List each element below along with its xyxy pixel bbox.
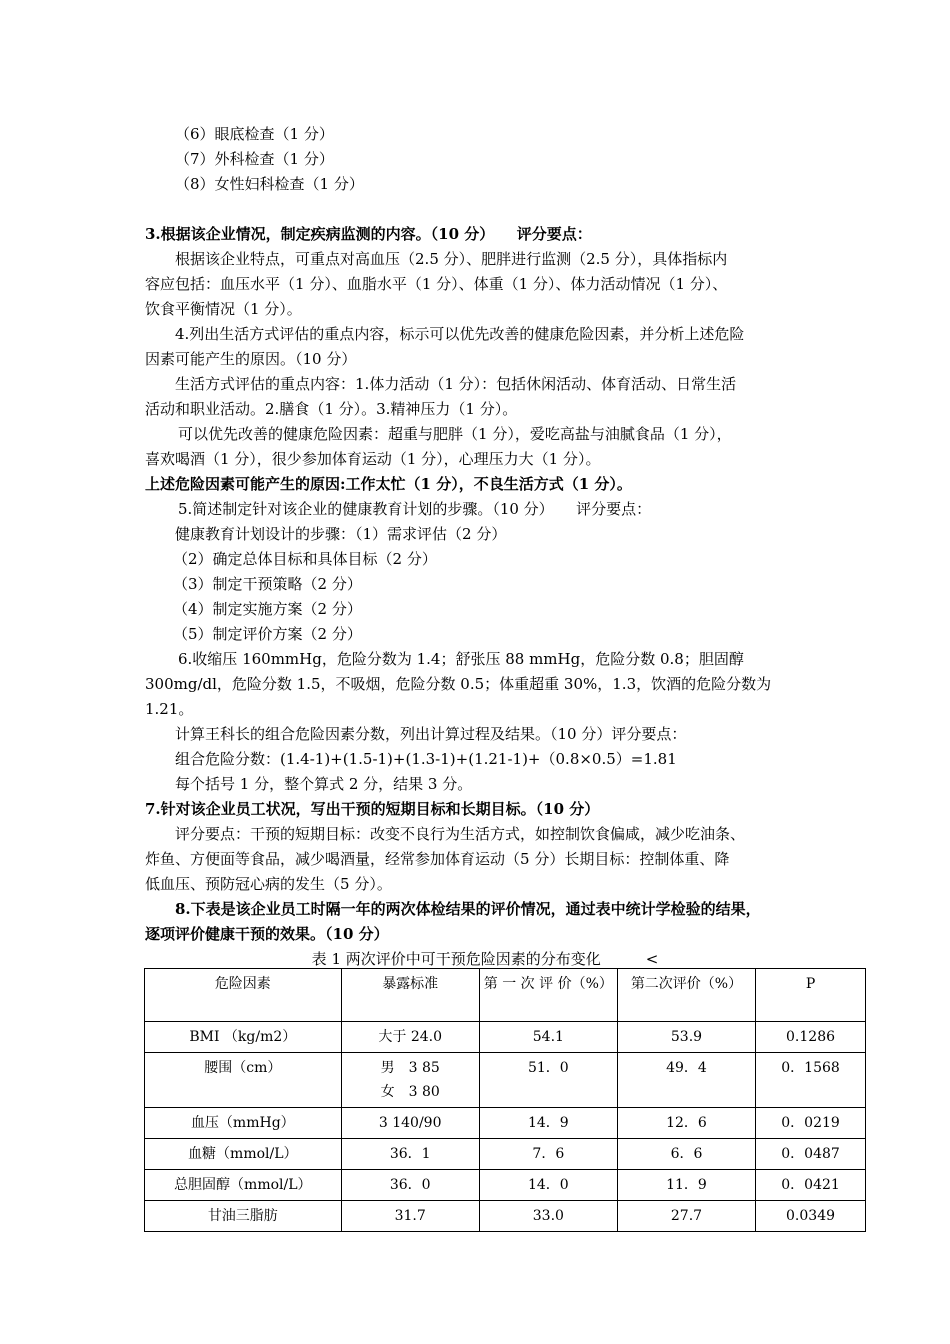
- table-cell: 0.1286: [756, 1022, 866, 1053]
- text-line: 炸鱼、方便面等食品，减少喝酒量，经常参加体育运动（5 分）长期目标：控制体重、降: [145, 850, 730, 868]
- table-cell: 总胆固醇（mmol/L）: [145, 1170, 342, 1201]
- table-cell: [341, 1053, 479, 1108]
- table-cell: BMI （kg/m2）: [145, 1022, 342, 1053]
- table-row: [145, 1022, 866, 1053]
- table-cell: 54.1: [479, 1022, 617, 1053]
- table-cell: 血糖（mmol/L）: [145, 1139, 342, 1170]
- waist-male-standard: 男 3 85: [380, 1060, 440, 1076]
- table-cell: 33.0: [479, 1201, 617, 1232]
- text-line: 因素可能产生的原因。（10 分）: [145, 350, 357, 368]
- table-cell: 3 140/90: [341, 1108, 479, 1139]
- table-row: [145, 1170, 866, 1201]
- table-cell: 腰围（cm）: [145, 1053, 342, 1108]
- table-cell: 0．0421: [756, 1170, 866, 1201]
- text-line: 生活方式评估的重点内容：1.体力活动（1 分）：包括休闲活动、体育活动、日常生活: [175, 375, 737, 393]
- question-6-heading: 6.收缩压 160mmHg，危险分数为 1.4；舒张压 88 mmHg，危险分数 0.8；胆固醇: [178, 650, 744, 668]
- header-cell: 第 一 次 评 价（%）: [479, 969, 617, 1022]
- header-cell: P: [756, 969, 866, 1022]
- table-cell: 31.7: [341, 1201, 479, 1232]
- question-3-heading: 3.根据该企业情况，制定疾病监测的内容。（10 分） 评分要点：: [145, 225, 592, 243]
- table-cell: 14．9: [479, 1108, 617, 1139]
- header-cell: 暴露标准: [341, 969, 479, 1022]
- table-cell: 0．1568: [756, 1053, 866, 1108]
- table-cell: 51．0: [479, 1053, 617, 1108]
- text-line: 组合危险分数：(1.4-1)+(1.5-1)+(1.3-1)+(1.21-1)+（0.8×0.5）=1.81: [175, 750, 677, 768]
- question-4-heading: 4.列出生活方式评估的重点内容，标示可以优先改善的健康危险因素，并分析上述危险: [175, 325, 745, 343]
- table-caption: 表 1 两次评价中可干预危险因素的分布变化 <: [311, 950, 659, 968]
- text-line: （4）制定实施方案（2 分）: [173, 600, 362, 618]
- table-cell: 甘油三脂肪: [145, 1201, 342, 1232]
- text-line: 评分要点：干预的短期目标：改变不良行为生活方式，如控制饮食偏咸，减少吃油条、: [175, 825, 746, 843]
- text-line: 容应包括：血压水平（1 分）、血脂水平（1 分）、体重（1 分）、体力活动情况（1 分）、: [145, 275, 728, 293]
- table-row: [145, 1201, 866, 1232]
- table-cell: 大于 24.0: [341, 1022, 479, 1053]
- text-line: 逐项评价健康干预的效果。（10 分）: [145, 925, 389, 943]
- table-cell: 49．4: [617, 1053, 755, 1108]
- text-line: 饮食平衡情况（1 分）。: [145, 300, 302, 318]
- text-line: 喜欢喝酒（1 分），很少参加体育运动（1 分），心理压力大（1 分）。: [145, 450, 601, 468]
- text-line: （6）眼底检查（1 分）: [175, 125, 334, 143]
- text-line: 活动和职业活动。2.膳食（1 分）。3.精神压力（1 分）。: [145, 400, 518, 418]
- table-cell: 27.7: [617, 1201, 755, 1232]
- question-8-heading: 8.下表是该企业员工时隔一年的两次体检结果的评价情况，通过表中统计学检验的结果，: [175, 900, 761, 918]
- table-row: [145, 1108, 866, 1139]
- table-cell: 14．0: [479, 1170, 617, 1201]
- header-cell: 危险因素: [145, 969, 342, 1022]
- table-cell: 36．1: [341, 1139, 479, 1170]
- table-cell: 36．0: [341, 1170, 479, 1201]
- table-cell: 7．6: [479, 1139, 617, 1170]
- table-cell: 12．6: [617, 1108, 755, 1139]
- table-cell: 53.9: [617, 1022, 755, 1053]
- text-line: （8）女性妇科检查（1 分）: [175, 175, 364, 193]
- table-cell: 0．0487: [756, 1139, 866, 1170]
- risk-factor-table: [144, 968, 866, 1232]
- table-cell: 0．0219: [756, 1108, 866, 1139]
- table-cell: 血压（mmHg）: [145, 1108, 342, 1139]
- table-row: [145, 1053, 866, 1108]
- table-cell: 0.0349: [756, 1201, 866, 1232]
- question-7-heading: 7.针对该企业员工状况，写出干预的短期目标和长期目标。（10 分）: [145, 800, 600, 818]
- text-line: 健康教育计划设计的步骤：（1）需求评估（2 分）: [175, 525, 507, 543]
- text-line: 可以优先改善的健康危险因素：超重与肥胖（1 分），爱吃高盐与油腻食品（1 分），: [178, 425, 732, 443]
- text-line: 上述危险因素可能产生的原因:工作太忙（1 分），不良生活方式（1 分）。: [145, 475, 632, 493]
- text-line: 根据该企业特点，可重点对高血压（2.5 分）、肥胖进行监测（2.5 分），具体指标内: [175, 250, 728, 268]
- question-5-heading: 5.简述制定针对该企业的健康教育计划的步骤。（10 分） 评分要点：: [178, 500, 652, 518]
- table-header-row: [145, 969, 866, 1022]
- text-line: 计算王科长的组合危险因素分数，列出计算过程及结果。（10 分）评分要点：: [175, 725, 687, 743]
- waist-female-standard: 女 3 80: [380, 1084, 440, 1100]
- table-cell: 11．9: [617, 1170, 755, 1201]
- text-line: 1.21。: [145, 700, 194, 718]
- header-cell: 第二次评价（%）: [617, 969, 755, 1022]
- text-line: （7）外科检查（1 分）: [175, 150, 334, 168]
- table-cell: 6．6: [617, 1139, 755, 1170]
- text-line: （5）制定评价方案（2 分）: [173, 625, 362, 643]
- text-line: （3）制定干预策略（2 分）: [173, 575, 362, 593]
- text-line: 每个括号 1 分，整个算式 2 分，结果 3 分。: [175, 775, 473, 793]
- text-line: （2）确定总体目标和具体目标（2 分）: [173, 550, 437, 568]
- document-body: [145, 122, 825, 972]
- table-row: [145, 1139, 866, 1170]
- text-line: 低血压、预防冠心病的发生（5 分）。: [145, 875, 392, 893]
- text-line: 300mg/dl，危险分数 1.5，不吸烟，危险分数 0.5；体重超重 30%，1.3，饮酒的危险分数为: [145, 675, 772, 693]
